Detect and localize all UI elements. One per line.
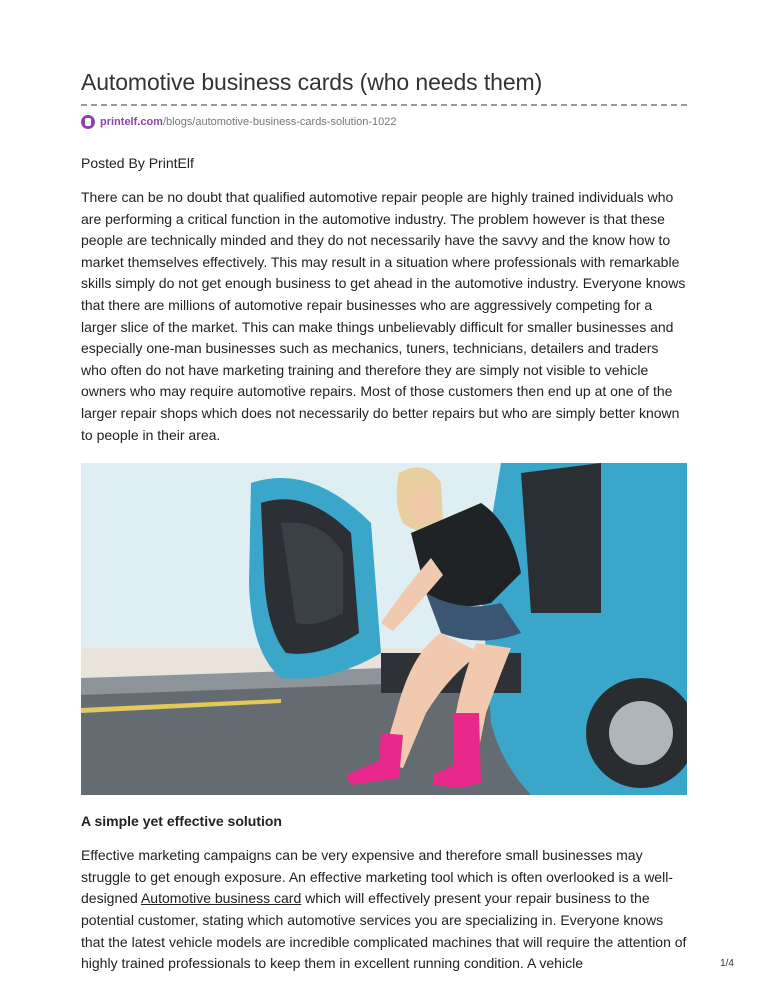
source-path: /blogs/automotive-business-cards-solution-1022 xyxy=(162,116,397,128)
solution-text-before: Effective marketing campaigns can be very expensive and therefore small businesses may struggle to get enough exposure. An effective marketing tool which is often overlooked is a well-designed xyxy=(81,847,673,907)
business-card-link[interactable]: Automotive business card xyxy=(140,890,302,907)
posted-by: Posted By PrintElf xyxy=(81,155,194,171)
solution-text-after: which will effectively present your repair business to the potential customer, stating which automotive services you are specializing in. Everyone knows that the latest vehicle models are incredible complicated machines that will require the attention of highly trained professionals to keep them in excellent running condition. A vehicle xyxy=(81,890,687,972)
section-heading: A simple yet effective solution xyxy=(81,813,282,830)
intro-paragraph: There can be no doubt that qualified automotive repair people are highly trained individuals who are performing a critical function in the automotive industry. The problem however is that these people are technically minded and they do not necessarily have the savvy and the know how to market themselves effectively. This may result in a situation where professionals with remarkable skills simply do not get enough business to get ahead in the automotive industry. Everyone knows that there are millions of automotive repair businesses who are aggressively competing for a larger slice of the market. This can make things unbelievably difficult for smaller businesses and especially one-man businesses such as mechanics, tuners, technicians, detailers and traders who often do not have marketing training and therefore they are simply not visible to vehicle owners who may require automotive repairs. Most of those customers then end up at one of the larger repair shops which does not necessarily do better repairs but who are simply better known to people in their area. xyxy=(81,189,686,443)
solution-paragraph xyxy=(81,845,687,975)
printelf-logo-icon xyxy=(81,115,95,129)
hero-image xyxy=(81,463,687,795)
source-domain: printelf.com xyxy=(100,116,163,128)
source-link[interactable] xyxy=(81,112,687,132)
page-number: 1/4 xyxy=(720,958,734,969)
document-page xyxy=(81,66,687,975)
document-title: Automotive business cards (who needs them) xyxy=(81,69,543,95)
title-divider xyxy=(81,104,687,106)
